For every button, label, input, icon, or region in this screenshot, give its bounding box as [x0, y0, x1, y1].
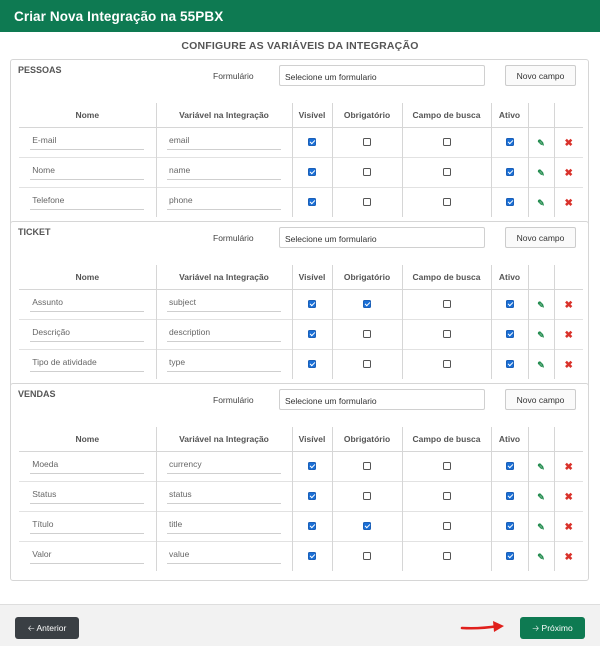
- variables-table: [19, 103, 583, 217]
- column-header-name: Nome: [19, 265, 156, 289]
- table-row: [19, 187, 583, 217]
- footer-bar: [0, 604, 600, 646]
- active-checkbox[interactable]: [506, 330, 514, 338]
- section-vendas: [10, 383, 589, 581]
- visible-checkbox[interactable]: [308, 552, 316, 560]
- page-title: CONFIGURE AS VARIÁVEIS DA INTEGRAÇÃO: [181, 40, 419, 52]
- column-header-variable: Variável na Integração: [156, 265, 292, 289]
- delete-x-icon[interactable]: ✖: [564, 330, 573, 341]
- edit-icon[interactable]: ✎: [537, 300, 545, 310]
- delete-x-icon[interactable]: ✖: [564, 522, 573, 533]
- variable-input[interactable]: name: [167, 165, 281, 180]
- active-checkbox[interactable]: [506, 462, 514, 470]
- column-header-active: Ativo: [491, 265, 528, 289]
- search-field-checkbox[interactable]: [443, 492, 451, 500]
- table-row: [19, 541, 583, 571]
- required-checkbox[interactable]: [363, 138, 371, 146]
- variable-input[interactable]: email: [167, 135, 281, 150]
- field-name-input[interactable]: Moeda: [30, 459, 144, 474]
- column-header-delete: [554, 265, 583, 289]
- required-checkbox[interactable]: [363, 330, 371, 338]
- column-header-visible: Visível: [292, 265, 332, 289]
- required-checkbox[interactable]: [363, 522, 371, 530]
- required-checkbox[interactable]: [363, 300, 371, 308]
- previous-button-label: Anterior: [36, 623, 67, 633]
- form-select[interactable]: Selecione um formulario: [279, 227, 485, 248]
- column-header-required: Obrigatório: [332, 427, 402, 451]
- column-header-active: Ativo: [491, 103, 528, 127]
- previous-button[interactable]: [15, 617, 79, 639]
- active-checkbox[interactable]: [506, 492, 514, 500]
- visible-checkbox[interactable]: [308, 330, 316, 338]
- field-name-input[interactable]: Descrição: [30, 327, 144, 342]
- column-header-delete: [554, 103, 583, 127]
- visible-checkbox[interactable]: [308, 168, 316, 176]
- edit-icon[interactable]: ✎: [537, 552, 545, 563]
- table-row: [19, 481, 583, 511]
- next-button[interactable]: [520, 617, 585, 639]
- edit-icon[interactable]: ✎: [537, 198, 545, 209]
- delete-x-icon[interactable]: ✖: [564, 552, 573, 564]
- edit-icon[interactable]: ✎: [537, 360, 545, 371]
- active-checkbox[interactable]: [506, 552, 514, 560]
- required-checkbox[interactable]: [363, 492, 371, 500]
- column-header-edit: [528, 103, 554, 127]
- edit-icon[interactable]: ✎: [537, 492, 545, 502]
- search-field-checkbox[interactable]: [443, 198, 451, 206]
- arrow-right-icon: 🡢: [532, 623, 540, 633]
- field-name-input[interactable]: Status: [30, 489, 144, 504]
- column-header-variable: Variável na Integração: [156, 427, 292, 451]
- required-checkbox[interactable]: [363, 462, 371, 470]
- required-checkbox[interactable]: [363, 360, 371, 368]
- column-header-visible: Visível: [292, 103, 332, 127]
- variable-input[interactable]: status: [167, 489, 281, 504]
- new-field-button[interactable]: Novo campo: [505, 389, 576, 410]
- required-checkbox[interactable]: [363, 168, 371, 176]
- delete-x-icon[interactable]: ✖: [564, 138, 573, 149]
- section-pessoas: [10, 59, 589, 227]
- section-ticket: [10, 221, 589, 389]
- edit-icon[interactable]: ✎: [537, 462, 545, 472]
- edit-icon[interactable]: ✎: [537, 522, 545, 532]
- delete-x-icon[interactable]: ✖: [564, 462, 573, 473]
- visible-checkbox[interactable]: [308, 360, 316, 368]
- variables-table: [19, 427, 583, 571]
- edit-icon[interactable]: ✎: [537, 138, 545, 148]
- search-field-checkbox[interactable]: [443, 522, 451, 530]
- new-field-button[interactable]: Novo campo: [505, 227, 576, 248]
- required-checkbox[interactable]: [363, 552, 371, 560]
- column-header-name: Nome: [19, 427, 156, 451]
- visible-checkbox[interactable]: [308, 300, 316, 308]
- search-field-checkbox[interactable]: [443, 360, 451, 368]
- table-row: [19, 319, 583, 349]
- active-checkbox[interactable]: [506, 168, 514, 176]
- edit-icon[interactable]: ✎: [537, 330, 545, 340]
- table-row: [19, 289, 583, 319]
- form-label: Formulário: [213, 233, 254, 243]
- delete-x-icon[interactable]: ✖: [564, 360, 573, 372]
- search-field-checkbox[interactable]: [443, 300, 451, 308]
- field-name-input[interactable]: Tipo de atividade: [30, 357, 144, 372]
- table-row: [19, 349, 583, 379]
- column-header-variable: Variável na Integração: [156, 103, 292, 127]
- new-field-button[interactable]: Novo campo: [505, 65, 576, 86]
- variable-input[interactable]: description: [167, 327, 281, 342]
- visible-checkbox[interactable]: [308, 198, 316, 206]
- form-select[interactable]: Selecione um formulario: [279, 389, 485, 410]
- search-field-checkbox[interactable]: [443, 462, 451, 470]
- table-row: [19, 451, 583, 481]
- column-header-edit: [528, 265, 554, 289]
- active-checkbox[interactable]: [506, 522, 514, 530]
- variable-input[interactable]: subject: [167, 297, 281, 312]
- visible-checkbox[interactable]: [308, 522, 316, 530]
- red-arrow-annotation: [460, 618, 508, 638]
- active-checkbox[interactable]: [506, 360, 514, 368]
- field-name-input[interactable]: Telefone: [30, 195, 144, 210]
- column-header-name: Nome: [19, 103, 156, 127]
- variable-input[interactable]: phone: [167, 195, 281, 210]
- variables-table: [19, 265, 583, 379]
- variable-input[interactable]: title: [167, 519, 281, 534]
- variable-input[interactable]: value: [167, 549, 281, 564]
- visible-checkbox[interactable]: [308, 492, 316, 500]
- delete-x-icon[interactable]: ✖: [564, 492, 573, 503]
- column-header-required: Obrigatório: [332, 265, 402, 289]
- column-header-visible: Visível: [292, 427, 332, 451]
- variable-input[interactable]: type: [167, 357, 281, 372]
- column-header-search: Campo de busca: [402, 427, 491, 451]
- column-header-search: Campo de busca: [402, 103, 491, 127]
- window-title: Criar Nova Integração na 55PBX: [0, 0, 600, 32]
- variable-input[interactable]: currency: [167, 459, 281, 474]
- section-title: PESSOAS: [18, 65, 62, 75]
- visible-checkbox[interactable]: [308, 462, 316, 470]
- active-checkbox[interactable]: [506, 198, 514, 206]
- field-name-input[interactable]: Nome: [30, 165, 144, 180]
- form-label: Formulário: [213, 71, 254, 81]
- field-name-input[interactable]: Título: [30, 519, 144, 534]
- column-header-delete: [554, 427, 583, 451]
- field-name-input[interactable]: E-mail: [30, 135, 144, 150]
- column-header-search: Campo de busca: [402, 265, 491, 289]
- search-field-checkbox[interactable]: [443, 168, 451, 176]
- delete-x-icon[interactable]: ✖: [564, 198, 573, 210]
- table-row: [19, 127, 583, 157]
- active-checkbox[interactable]: [506, 300, 514, 308]
- search-field-checkbox[interactable]: [443, 138, 451, 146]
- required-checkbox[interactable]: [363, 198, 371, 206]
- search-field-checkbox[interactable]: [443, 330, 451, 338]
- column-header-active: Ativo: [491, 427, 528, 451]
- field-name-input[interactable]: Assunto: [30, 297, 144, 312]
- next-button-label: Próximo: [541, 623, 573, 633]
- arrow-left-icon: 🡠: [27, 623, 35, 633]
- field-name-input[interactable]: Valor: [30, 549, 144, 564]
- edit-icon[interactable]: ✎: [537, 168, 545, 178]
- active-checkbox[interactable]: [506, 138, 514, 146]
- delete-x-icon[interactable]: ✖: [564, 168, 573, 179]
- column-header-required: Obrigatório: [332, 103, 402, 127]
- table-row: [19, 157, 583, 187]
- form-label: Formulário: [213, 395, 254, 405]
- delete-x-icon[interactable]: ✖: [564, 300, 573, 311]
- form-select[interactable]: Selecione um formulario: [279, 65, 485, 86]
- column-header-edit: [528, 427, 554, 451]
- search-field-checkbox[interactable]: [443, 552, 451, 560]
- section-title: TICKET: [18, 227, 51, 237]
- table-row: [19, 511, 583, 541]
- visible-checkbox[interactable]: [308, 138, 316, 146]
- section-title: VENDAS: [18, 389, 56, 399]
